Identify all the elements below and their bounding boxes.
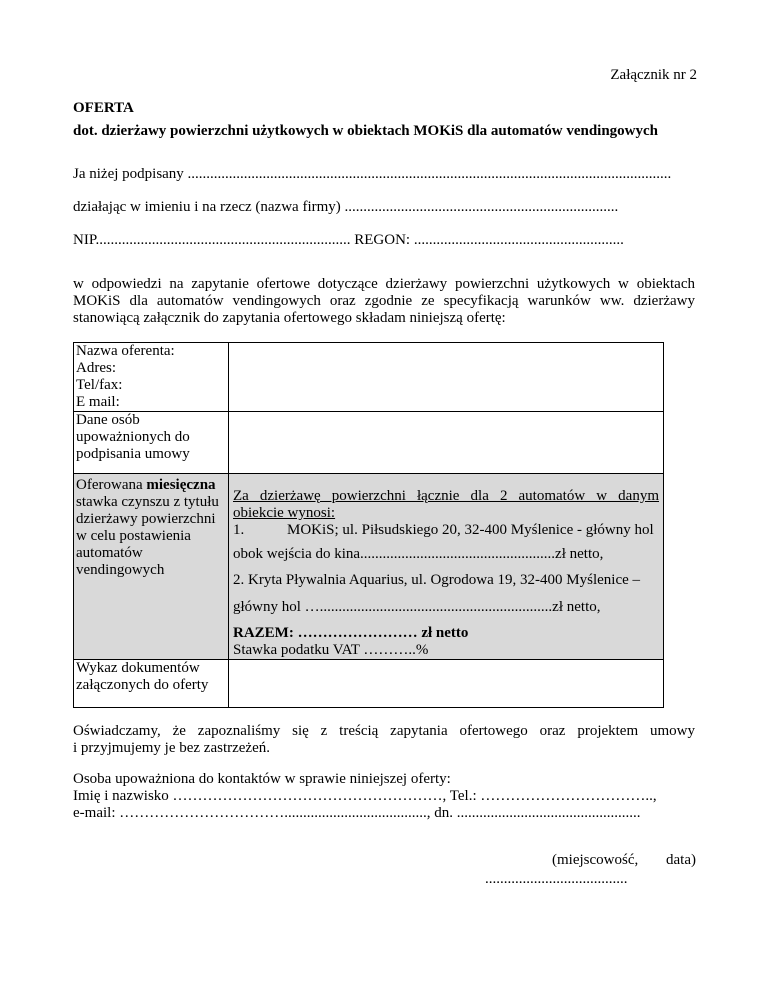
offer-table bbox=[73, 342, 664, 708]
rent-lead-line: Za dzierżawę powierzchni łącznie dla 2 automatów w danym bbox=[233, 488, 659, 504]
rent-label-cell bbox=[74, 474, 229, 660]
authorized-persons-value-cell[interactable] bbox=[229, 412, 664, 474]
email-date-field: e-mail: ……………………………......................................, dn. ................................................. bbox=[73, 805, 641, 821]
vat-rate: Stawka podatku VAT ………..% bbox=[233, 642, 429, 658]
signature-line: ...................................... bbox=[485, 871, 628, 887]
company-field: działając w imieniu i na rzecz (nazwa firmy) ......................................................................... bbox=[73, 199, 619, 215]
declaration-paragraph bbox=[73, 723, 695, 757]
date-label: data) bbox=[666, 852, 696, 868]
intro-line: w odpowiedzi na zapytanie ofertowe dotyczące dzierżawy powierzchni użytkowych w obiektach bbox=[73, 276, 695, 292]
rent-label-line: w celu postawienia bbox=[76, 528, 191, 544]
offerer-name-label: Nazwa oferenta: bbox=[76, 343, 175, 359]
contact-section bbox=[73, 771, 657, 822]
email-label: E mail: bbox=[76, 394, 120, 410]
rent-label-line: automatów bbox=[76, 545, 143, 561]
rent-lead-line: obiekcie wynosi: bbox=[233, 505, 336, 521]
rent-label-line: stawka czynszu z tytułu bbox=[76, 494, 219, 510]
contact-labels-cell bbox=[74, 343, 229, 412]
rent-label-line: dzierżawy powierzchni bbox=[76, 511, 216, 527]
rent-item-1-number: 1. bbox=[233, 522, 245, 538]
documents-label-line: Wykaz dokumentów bbox=[76, 660, 200, 676]
signer-field: Ja niżej podpisany ................................................................................................................................. bbox=[73, 166, 672, 182]
intro-line: stanowiącą załącznik do zapytania ofertowego składam niniejszą ofertę: bbox=[73, 310, 506, 326]
document-subtitle: dot. dzierżawy powierzchni użytkowych w obiektach MOKiS dla automatów vendingowych bbox=[73, 123, 658, 139]
authorized-persons-label-cell bbox=[74, 412, 229, 474]
documents-label-cell bbox=[74, 660, 229, 708]
attachment-label: Załącznik nr 2 bbox=[610, 67, 697, 83]
rent-label-prefix: Oferowana bbox=[76, 477, 147, 493]
intro-line: MOKiS dla automatów vendingowych oraz zgodnie ze specyfikacją warunków ww. dzierżawy bbox=[73, 293, 695, 309]
declaration-line: i przyjmujemy je bez zastrzeżeń. bbox=[73, 740, 270, 756]
address-label: Adres: bbox=[76, 360, 116, 376]
name-phone-field: Imię i nazwisko ………………………………………………, Tel.: …………………………….., bbox=[73, 788, 657, 804]
documents-value-cell[interactable] bbox=[229, 660, 664, 708]
intro-paragraph bbox=[73, 276, 695, 327]
document-title: OFERTA bbox=[73, 100, 134, 116]
contact-value-cell[interactable] bbox=[229, 343, 664, 412]
rent-value-cell[interactable] bbox=[229, 474, 664, 660]
rent-item-2: 2. Kryta Pływalnia Aquarius, ul. Ogrodowa 19, 32-400 Myślenice – bbox=[233, 572, 641, 588]
rent-item-2-amount: główny hol …..............................................................zł netto, bbox=[233, 599, 601, 615]
contact-heading: Osoba upoważniona do kontaktów w sprawie niniejszej oferty: bbox=[73, 771, 451, 787]
rent-total: RAZEM: …………………… zł netto bbox=[233, 625, 469, 641]
rent-item-1 bbox=[233, 522, 659, 539]
rent-item-1-text: MOKiS; ul. Piłsudskiego 20, 32-400 Myślenice - główny hol bbox=[287, 522, 654, 538]
rent-label-bold: miesięczna bbox=[146, 477, 216, 493]
authorized-label-line: podpisania umowy bbox=[76, 446, 190, 462]
authorized-label-line: Dane osób bbox=[76, 412, 140, 428]
place-label: (miejscowość, bbox=[552, 852, 639, 868]
rent-label-line: vendingowych bbox=[76, 562, 165, 578]
declaration-line: Oświadczamy, że zapoznaliśmy się z treścią zapytania ofertowego oraz projektem umowy bbox=[73, 723, 695, 739]
rent-label-line bbox=[76, 477, 226, 494]
rent-item-1-amount: obok wejścia do kina....................................................zł netto, bbox=[233, 546, 604, 562]
documents-label-line: załączonych do oferty bbox=[76, 677, 209, 693]
authorized-label-line: upoważnionych do bbox=[76, 429, 190, 445]
nip-regon-field: NIP.................................................................... REGON: ........................................................ bbox=[73, 232, 624, 248]
tel-fax-label: Tel/fax: bbox=[76, 377, 123, 393]
